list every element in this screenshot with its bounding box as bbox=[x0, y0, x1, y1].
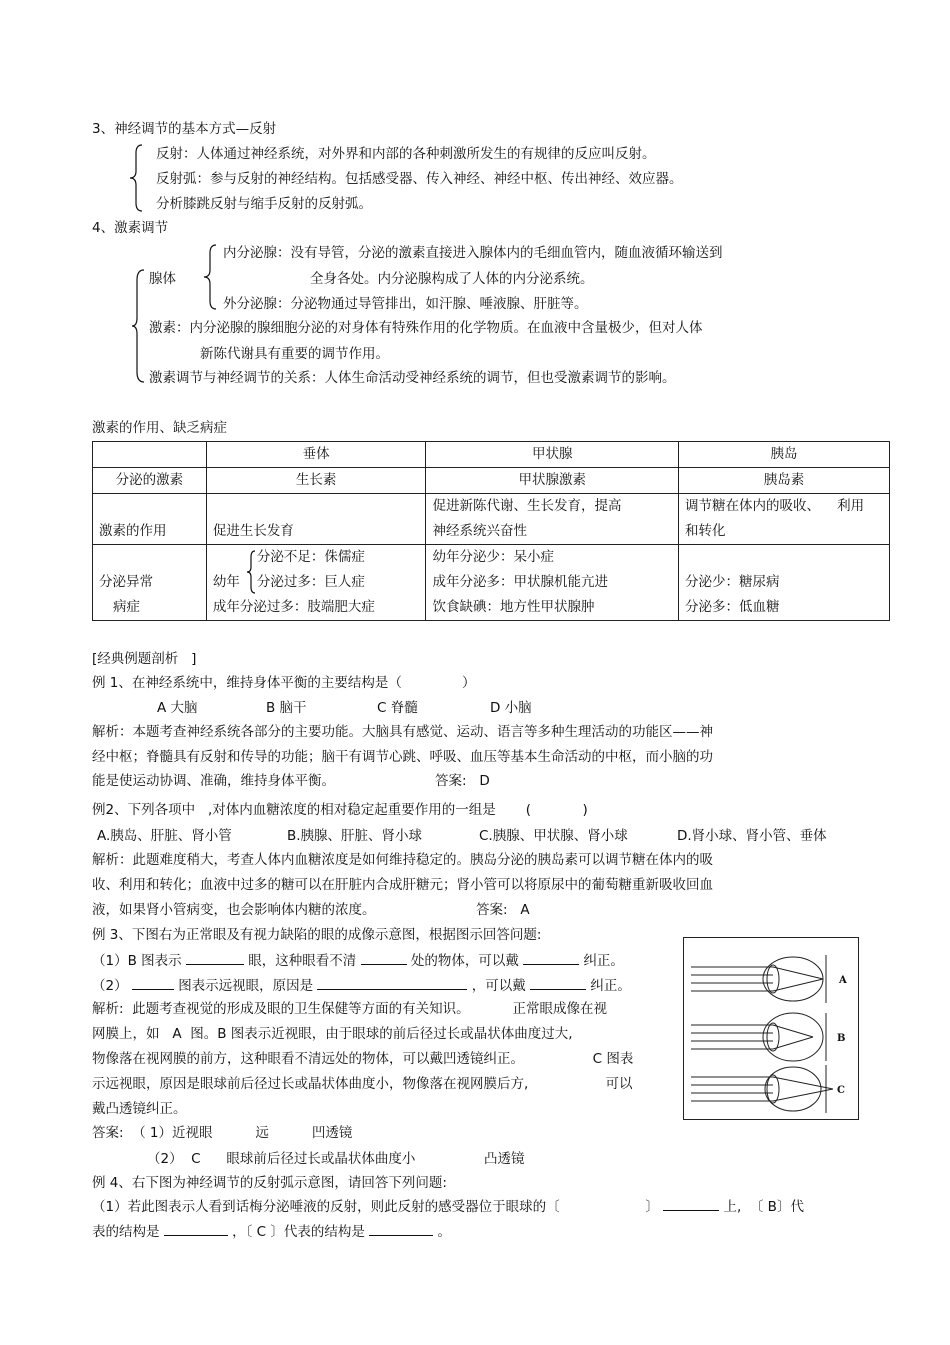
table-caption: 激素的作用、缺乏病症 bbox=[92, 420, 227, 436]
gland-label: 腺体 bbox=[149, 271, 176, 287]
example-3-subq-1 bbox=[92, 950, 624, 970]
brace-gland bbox=[202, 243, 218, 311]
header-cell-islet: 胰岛 bbox=[679, 442, 890, 468]
youth-label: 幼年 bbox=[212, 574, 240, 590]
eye-label-c: C bbox=[837, 1085, 845, 1096]
hormone-table bbox=[92, 441, 890, 621]
cell bbox=[679, 494, 890, 545]
header-cell-empty bbox=[93, 442, 207, 468]
example-2-option-d: D.肾小球、肾小管、垂体 bbox=[677, 828, 827, 844]
example-2-question: 例2、下列各项中 ,对体内血糖浓度的相对稳定起重要作用的一组是 ( ) bbox=[92, 802, 588, 818]
exocrine-gland: 外分泌腺：分泌物通过导管排出，如汗腺、唾液腺、肝脏等。 bbox=[223, 296, 588, 312]
endocrine-gland-line2: 全身各处。内分泌腺构成了人体的内分泌系统。 bbox=[310, 271, 594, 287]
text: 图表示远视眼，原因是 bbox=[178, 978, 314, 994]
cell-line: 促进新陈代谢、生长发育，提高 bbox=[432, 498, 622, 514]
example-4-question: 例 4、右下图为神经调节的反射弧示意图，请回答下列问题: bbox=[92, 1175, 447, 1191]
example-1-answer: 答案: D bbox=[435, 773, 490, 789]
blank-5[interactable] bbox=[317, 975, 467, 990]
example-4-subq-1 bbox=[92, 1196, 804, 1216]
eye-label-a: A bbox=[839, 975, 847, 986]
text: 纠正。 bbox=[583, 953, 624, 969]
text: 眼，这种眼看不清 bbox=[248, 953, 357, 969]
cell: 促进生长发育 bbox=[206, 494, 426, 545]
example-2-analysis-2: 收、利用和转化；血液中过多的糖可以在肝脏内合成肝糖元；肾小管可以将原尿中的葡萄糖重新吸收回血 bbox=[92, 877, 713, 893]
cell bbox=[426, 494, 679, 545]
text: 。 bbox=[437, 1224, 451, 1240]
cell-line: 分泌少：糖尿病 bbox=[685, 574, 780, 590]
table-row-hormones bbox=[93, 468, 890, 494]
example-1-analysis-2: 经中枢；脊髓具有反射和传导的功能；脑干有调节心跳、呼吸、血压等基本生命活动的中枢，而小脑的功 bbox=[92, 749, 713, 765]
row-label bbox=[93, 545, 207, 621]
blank-9[interactable] bbox=[369, 1221, 433, 1236]
text: 纠正。 bbox=[590, 978, 631, 994]
cell-line: 成年分泌多：甲状腺机能亢进 bbox=[432, 574, 608, 590]
example-2-option-c: C.胰腺、甲状腺、肾小球 bbox=[479, 828, 628, 844]
text: （2） bbox=[92, 978, 128, 994]
blank-4[interactable] bbox=[132, 975, 174, 990]
blank-7[interactable] bbox=[663, 1196, 719, 1211]
blank-1[interactable] bbox=[186, 950, 244, 965]
cell: 胰岛素 bbox=[679, 468, 890, 494]
example-1-option-b: B 脑干 bbox=[266, 700, 307, 716]
cell-line: 病症 bbox=[113, 599, 140, 615]
header-cell-thyroid: 甲状腺 bbox=[426, 442, 679, 468]
eye-b-diagram bbox=[691, 1013, 826, 1061]
eye-diagram-figure bbox=[683, 937, 859, 1120]
cell: 甲状腺激素 bbox=[426, 468, 679, 494]
reflex-definition: 反射：人体通过神经系统，对外界和内部的各种刺激所发生的有规律的反应叫反射。 bbox=[156, 146, 656, 162]
cell-line: 幼年分泌少：呆小症 bbox=[432, 549, 554, 565]
text: 表的结构是 bbox=[92, 1224, 160, 1240]
cell bbox=[206, 545, 426, 621]
example-3-analysis-2: 网膜上，如 A 图。B 图表示近视眼，由于眼球的前后径过长或晶状体曲度过大, bbox=[92, 1026, 573, 1042]
example-3-answer-2: （2） C 眼球前后径过长或晶状体曲度小 凸透镜 bbox=[147, 1151, 525, 1167]
table-row-function bbox=[93, 494, 890, 545]
blank-6[interactable] bbox=[530, 975, 586, 990]
example-2-option-b: B.胰腺、肝脏、肾小球 bbox=[287, 828, 423, 844]
cell-line: 分泌多：低血糖 bbox=[685, 599, 780, 615]
eye-label-b: B bbox=[837, 1033, 846, 1044]
hormone-nerve-relation: 激素调节与神经调节的关系：人体生命活动受神经系统的调节，但也受激素调节的影响。 bbox=[149, 370, 676, 386]
cell-line: 饮食缺碘：地方性甲状腺肿 bbox=[432, 599, 595, 615]
example-3-analysis-1: 解析: 此题考查视觉的形成及眼的卫生保健等方面的有关知识。 正常眼成像在视 bbox=[92, 1001, 608, 1017]
example-1-analysis-1: 解析：本题考查神经系统各部分的主要功能。大脑具有感觉、运动、语言等多种生理活动的功能区——神 bbox=[92, 724, 713, 740]
brace-youth bbox=[245, 549, 257, 595]
example-1-option-d: D 小脑 bbox=[490, 700, 532, 716]
brace-hormone bbox=[130, 268, 146, 384]
example-3-subq-2 bbox=[92, 975, 631, 995]
eye-c-diagram bbox=[691, 1065, 833, 1113]
example-1-question: 例 1、在神经系统中，维持身体平衡的主要结构是（ ） bbox=[92, 675, 476, 691]
example-2-analysis-3: 液，如果肾小管病变，也会影响体内糖的浓度。 bbox=[92, 902, 376, 918]
example-1-option-a: A 大脑 bbox=[157, 700, 198, 716]
table-header-row bbox=[93, 442, 890, 468]
cell-line: 成年分泌过多：肢端肥大症 bbox=[212, 599, 375, 615]
example-2-analysis-1: 解析：此题难度稍大，考查人体内血糖浓度是如何维持稳定的。胰岛分泌的胰岛素可以调节糖在体内的吸 bbox=[92, 852, 713, 868]
example-4-subq-2 bbox=[92, 1221, 451, 1241]
blank-2[interactable] bbox=[361, 950, 407, 965]
cell: 生长素 bbox=[206, 468, 426, 494]
row-label: 激素的作用 bbox=[93, 494, 207, 545]
example-1-analysis-3: 能是使运动协调、准确，维持身体平衡。 bbox=[92, 773, 335, 789]
cell-line: 分泌过多：巨人症 bbox=[256, 574, 365, 590]
text: （1）若此图表示人看到话梅分泌唾液的反射，则此反射的感受器位于眼球的〔 〕 bbox=[92, 1199, 659, 1215]
example-3-analysis-5: 戴凸透镜纠正。 bbox=[92, 1101, 187, 1117]
hormone-definition-line2: 新陈代谢具有重要的调节作用。 bbox=[200, 346, 389, 362]
text: （1）B 图表示 bbox=[92, 953, 182, 969]
table-row-disorders bbox=[93, 545, 890, 621]
cell-line: 分泌异常 bbox=[99, 574, 153, 590]
text: ，可以戴 bbox=[471, 978, 526, 994]
text: ，〔 C 〕代表的结构是 bbox=[232, 1224, 365, 1240]
example-2-option-a: A.胰岛、肝脏、肾小管 bbox=[97, 828, 232, 844]
blank-3[interactable] bbox=[523, 950, 579, 965]
cell bbox=[426, 545, 679, 621]
examples-heading: [经典例题剖析 ] bbox=[92, 651, 197, 667]
example-3-analysis-3: 物像落在视网膜的前方，这种眼看不清远处的物体，可以戴凹透镜纠正。 C 图表 bbox=[92, 1051, 634, 1067]
cell bbox=[679, 545, 890, 621]
cell-line: 神经系统兴奋性 bbox=[432, 523, 527, 539]
example-3-analysis-4: 示远视眼，原因是眼球前后径过长或晶状体曲度小，物像落在视网膜后方, 可以 bbox=[92, 1076, 633, 1092]
section-3-title: 3、神经调节的基本方式—反射 bbox=[92, 121, 277, 137]
section-4-title: 4、激素调节 bbox=[92, 220, 169, 236]
example-3-answer-1: 答案: （ 1）近视眼 远 凹透镜 bbox=[92, 1125, 353, 1141]
text: 处的物体，可以戴 bbox=[410, 953, 519, 969]
hormone-definition-line1: 激素：内分泌腺的腺细胞分泌的对身体有特殊作用的化学物质。在血液中含量极少，但对人体 bbox=[149, 320, 703, 336]
text: 上, 〔 B〕代 bbox=[723, 1199, 804, 1215]
example-3-question: 例 3、下图右为正常眼及有视力缺陷的眼的成像示意图，根据图示回答问题: bbox=[92, 927, 542, 943]
reflex-analysis: 分析膝跳反射与缩手反射的反射弧。 bbox=[156, 196, 372, 212]
blank-8[interactable] bbox=[164, 1221, 228, 1236]
cell-line: 调节糖在体内的吸收、 利用 bbox=[685, 498, 865, 514]
header-cell-pituitary: 垂体 bbox=[206, 442, 426, 468]
example-2-answer: 答案: A bbox=[476, 902, 530, 918]
eye-a-diagram bbox=[691, 955, 826, 1003]
example-1-option-c: C 脊髓 bbox=[377, 700, 418, 716]
endocrine-gland-line1: 内分泌腺：没有导管，分泌的激素直接进入腺体内的毛细血管内，随血液循环输送到 bbox=[223, 245, 723, 261]
row-label: 分泌的激素 bbox=[93, 468, 207, 494]
reflex-arc-definition: 反射弧：参与反射的神经结构。包括感受器、传入神经、神经中枢、传出神经、效应器。 bbox=[156, 171, 683, 187]
brace-reflex bbox=[128, 143, 144, 213]
cell-line: 和转化 bbox=[685, 523, 726, 539]
cell-line: 分泌不足：侏儒症 bbox=[256, 549, 365, 565]
